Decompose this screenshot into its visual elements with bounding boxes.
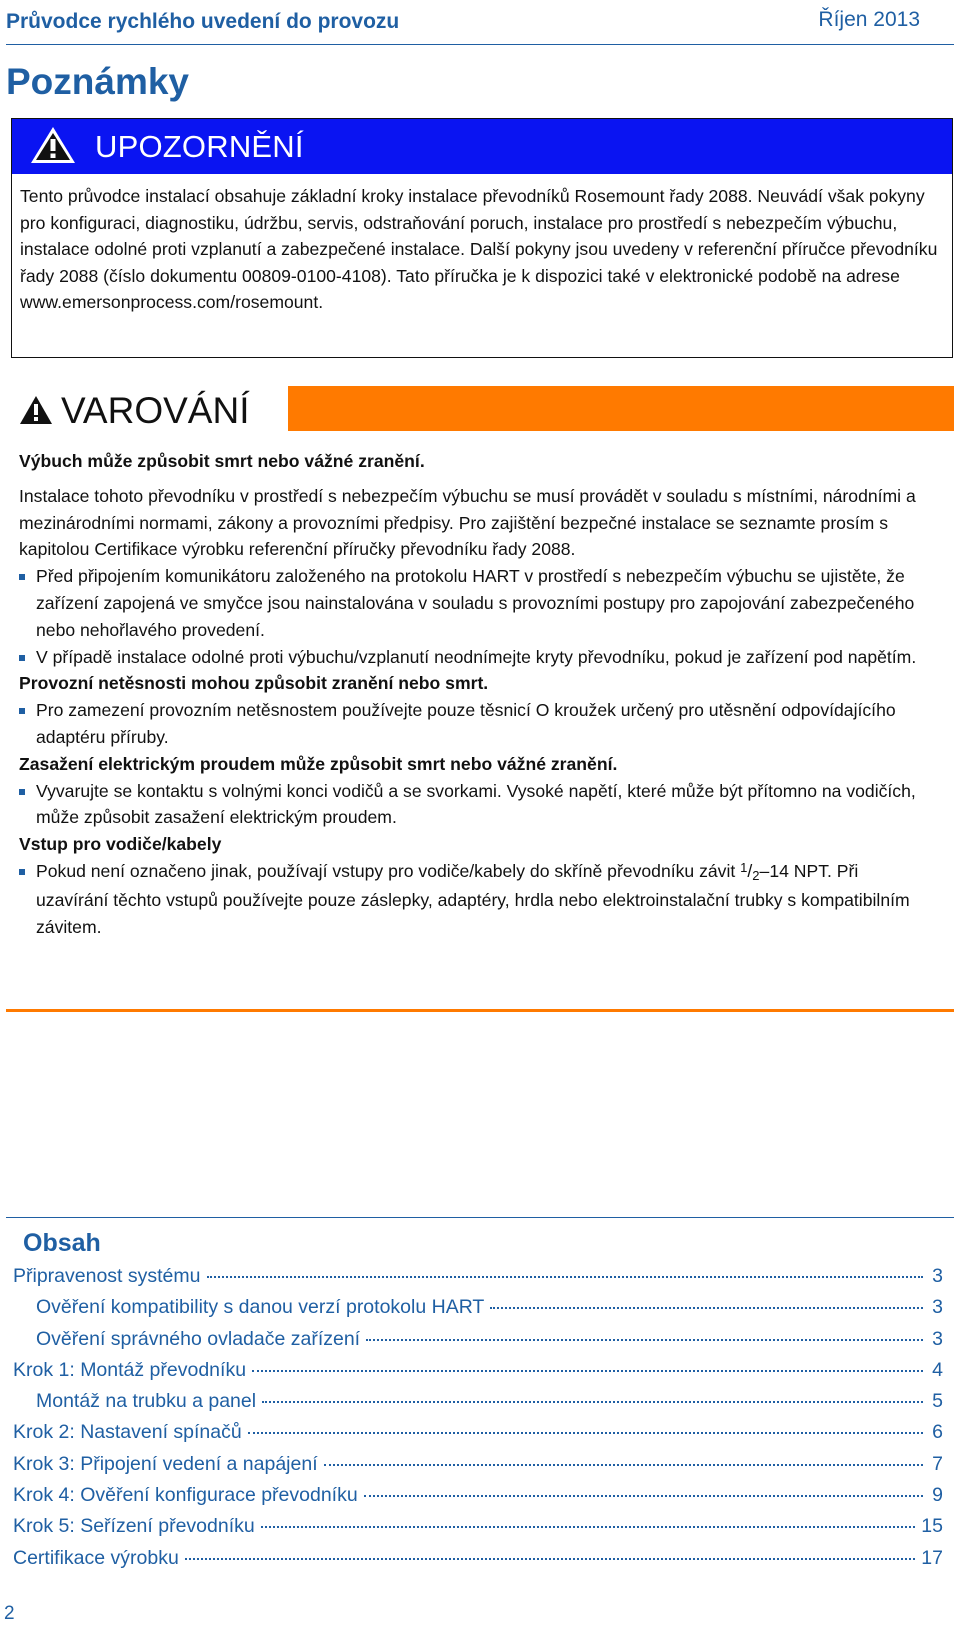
warning-content (19, 448, 934, 940)
toc-entry[interactable] (13, 1296, 943, 1327)
bullet-text: –14 NPT. Při uzavírání těchto vstupů používejte pouze záslepky, adaptéry, hrdla nebo elektroinstalační trubky s kompatibilním závitem. (36, 860, 910, 937)
caution-header (12, 119, 952, 174)
toc-entry[interactable] (13, 1421, 943, 1452)
toc-leader-dots (185, 1558, 915, 1560)
document-date: Říjen 2013 (818, 8, 920, 31)
toc-entry-label: Připravenost systému (13, 1265, 201, 1287)
warning-subheading: Vstup pro vodiče/kabely (19, 834, 222, 855)
warning-bullet: V případě instalace odolné proti výbuchu/vzplanutí neodnímejte kryty převodníku, pokud je zařízení pod napětím. (19, 644, 934, 671)
caution-text: Tento průvodce instalací obsahuje základní kroky instalace převodníků Rosemount řady 2088. Neuvádí však pokyny pro konfiguraci, diagnostiku, údržbu, servis, odstraňování poruch, instalace pro prostředí s nebezpečím výbuchu, instalace odolné proti vzplanutí a zabezpečené instalace. Další pokyny jsou uvedeny v referenční příručce převodníku řady 2088 (číslo dokumentu 00809-0100-4108). Tato příručka je k dispozici také v elektronické podobě na adrese www.emersonprocess.com/rosemount. (20, 186, 938, 312)
header-divider (6, 44, 954, 45)
toc-entry-page: 3 (932, 1265, 943, 1287)
toc-entry[interactable] (13, 1547, 943, 1578)
toc-entry[interactable] (13, 1390, 943, 1421)
toc-divider (6, 1217, 954, 1218)
toc-entry-label: Krok 5: Seřízení převodníku (13, 1515, 255, 1538)
toc-entry-page: 4 (932, 1358, 943, 1381)
toc-leader-dots (366, 1339, 923, 1341)
toc-entry-page: 6 (932, 1421, 943, 1444)
toc-leader-dots (262, 1401, 923, 1403)
page-number: 2 (4, 1603, 15, 1624)
toc-entry-label: Certifikace výrobku (13, 1546, 179, 1569)
fraction-denominator: 2 (752, 867, 760, 883)
warning-bullet: Před připojením komunikátoru založeného na protokolu HART v prostředí s nebezpečím výbuchu se ujistěte, že zařízení zapojená ve smyčce jsou nainstalována v souladu s provozními postupy pro zapojování zabezpečeného nebo nehořlavého provedení. (19, 563, 934, 643)
toc-leader-dots (252, 1370, 923, 1372)
toc-entry-page: 3 (932, 1296, 943, 1319)
warning-subheading: Provozní netěsnosti mohou způsobit zranění nebo smrt. (19, 673, 489, 694)
toc-entry-page: 9 (932, 1484, 943, 1507)
warning-bullet: Pokud není označeno jinak, používají vstupy pro vodiče/kabely do skříně převodníku závit $^1/_2-14$ NPT. Při uzavírání těchto vstupů používejte pouze záslepky, adaptéry, hrdla nebo elektroinstalační trubky s kompatibilním závitem. (19, 858, 934, 940)
toc-entry-page: 15 (921, 1515, 943, 1538)
toc-entry-page: 5 (932, 1390, 943, 1413)
warning-header (11, 386, 954, 431)
document-title: Průvodce rychlého uvedení do provozu (6, 10, 400, 33)
toc-title: Obsah (23, 1229, 101, 1257)
toc-entry[interactable] (13, 1453, 943, 1484)
toc-leader-dots (490, 1307, 923, 1309)
caution-box (11, 118, 953, 358)
warning-triangle-icon (19, 395, 53, 425)
toc-entry[interactable] (13, 1515, 943, 1546)
warning-bullet: Vyvarujte se kontaktu s volnými konci vodičů a se svorkami. Vysoké napětí, které může být přítomno na vodičích, může způsobit zasažení elektrickým proudem. (19, 778, 934, 832)
toc-entry-page: 17 (921, 1546, 943, 1569)
toc-leader-dots (248, 1432, 923, 1434)
warning-subheading: Výbuch může způsobit smrt nebo vážné zranění. (19, 451, 425, 471)
toc-entry-label: Krok 2: Nastavení spínačů (13, 1421, 242, 1444)
warning-triangle-icon (29, 125, 77, 165)
toc-entry[interactable] (13, 1359, 943, 1390)
toc-entry[interactable] (13, 1328, 943, 1359)
toc-leader-dots (207, 1276, 924, 1278)
toc-leader-dots (261, 1526, 916, 1528)
bullet-text: Pokud není označeno jinak, používají vstupy pro vodiče/kabely do skříně převodníku závit (36, 860, 741, 881)
toc-entry-label: Krok 4: Ověření konfigurace převodníku (13, 1484, 358, 1507)
warning-title-tab (11, 386, 288, 431)
fraction-numerator: 1 (740, 859, 748, 875)
toc-entry-label: Ověření správného ovladače zařízení (36, 1327, 361, 1350)
page-title: Poznámky (6, 61, 190, 102)
toc-entry-label: Krok 1: Montáž převodníku (13, 1358, 247, 1381)
toc-entry-page: 7 (932, 1452, 943, 1475)
warning-title: VAROVÁNÍ (61, 390, 250, 431)
toc-entry-label: Ověření kompatibility s danou verzí protokolu HART (36, 1296, 485, 1319)
toc-entry-label: Montáž na trubku a panel (36, 1390, 257, 1413)
warning-paragraph: Instalace tohoto převodníku v prostředí s nebezpečím výbuchu se musí provádět v souladu s místními, národními a mezinárodními normami, zákony a provozními předpisy. Pro zajištění bezpečné instalace se seznamte prosím s kapitolou Certifikace výrobku referenční příručky převodníku řady 2088. (19, 485, 916, 560)
toc-entry[interactable] (13, 1265, 943, 1296)
toc-leader-dots (364, 1495, 923, 1497)
toc-entry[interactable] (13, 1484, 943, 1515)
warning-end-rule (6, 1009, 954, 1012)
table-of-contents (13, 1265, 943, 1578)
warning-subheading: Zasažení elektrickým proudem může způsobit smrt nebo vážné zranění. (19, 753, 618, 774)
toc-leader-dots (324, 1464, 923, 1466)
warning-bullet: Pro zamezení provozním netěsnostem používejte pouze těsnicí O kroužek určený pro utěsnění odpovídajícího adaptéru příruby. (19, 697, 934, 751)
toc-entry-label: Krok 3: Připojení vedení a napájení (13, 1452, 318, 1475)
caution-title: UPOZORNĚNÍ (95, 129, 304, 164)
toc-entry-page: 3 (932, 1327, 943, 1350)
